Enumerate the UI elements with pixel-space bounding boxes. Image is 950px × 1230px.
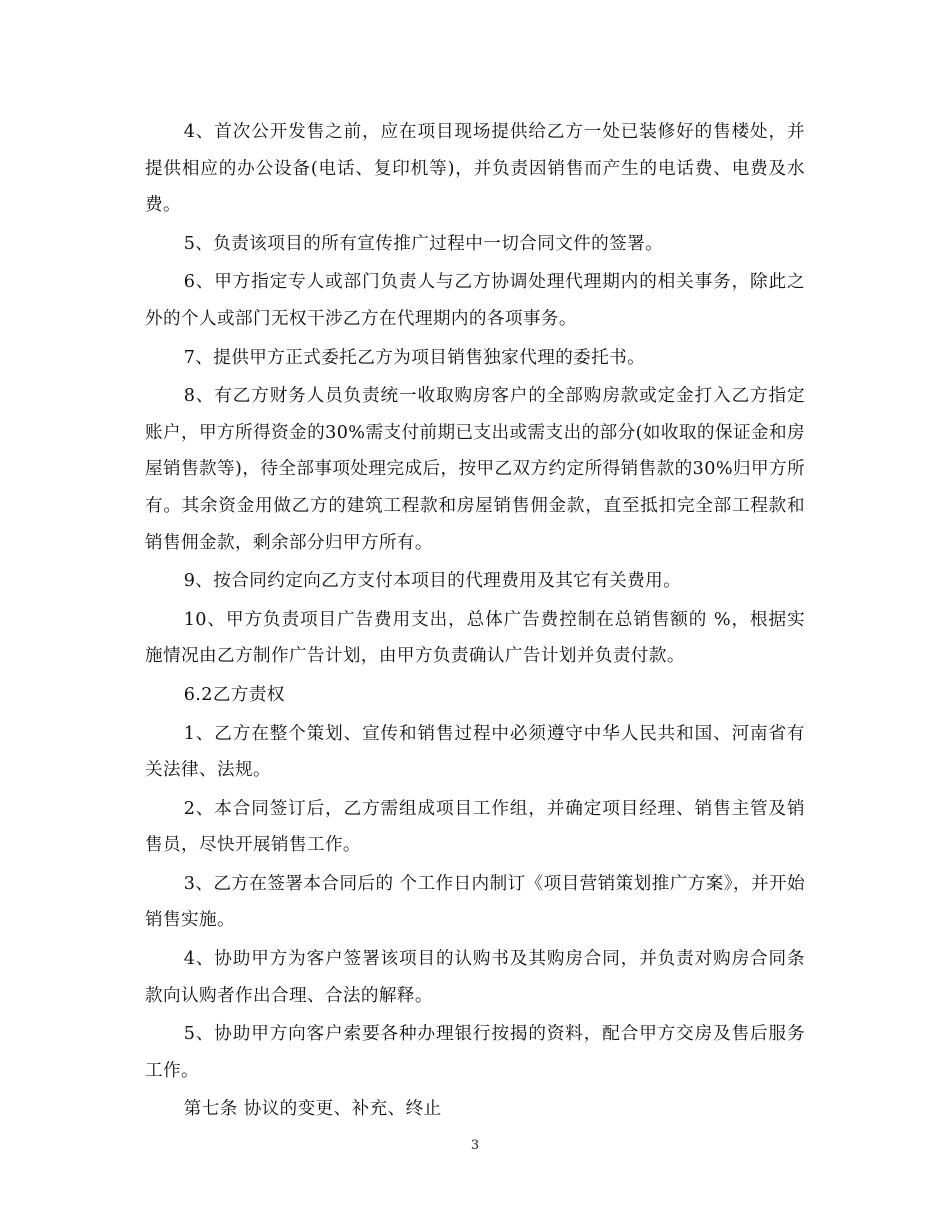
paragraph-party-b-3: 3、乙方在签署本合同后的 个工作日内制订《项目营销策划推广方案》，并开始销售实施。: [145, 873, 805, 931]
paragraph-clause-8: 8、有乙方财务人员负责统一收取购房客户的全部购房款或定金打入乙方指定账户，甲方所得资金的30%需支付前期已支出或需支出的部分(如收取的保证金和房屋销售款等)，待全部事项处理完成后，按甲乙双方约定所得销售款的30%归甲方所有。其余资金用做乙方的建筑工程款和房屋销售佣金款，直至抵扣完全部工程款和销售佣金款，剩余部分归甲方所有。: [145, 386, 805, 553]
paragraph-party-b-4: 4、协助甲方为客户签署该项目的认购书及其购房合同，并负责对购房合同条款向认购者作出合理、合法的解释。: [145, 949, 805, 1006]
document-body: [145, 114, 805, 1130]
paragraph-party-b-2: 2、本合同签订后，乙方需组成项目工作组，并确定项目经理、销售主管及销售员，尽快开展销售工作。: [145, 798, 805, 856]
paragraph-party-b-1: 1、乙方在整个策划、宣传和销售过程中必须遵守中华人民共和国、河南省有关法律、法规。: [145, 723, 805, 781]
paragraph-clause-6: 6、甲方指定专人或部门负责人与乙方协调处理代理期内的相关事务，除此之外的个人或部门无权干涉乙方在代理期内的各项事务。: [145, 272, 805, 329]
paragraph-clause-7: 7、提供甲方正式委托乙方为项目销售独家代理的委托书。: [183, 347, 646, 368]
page-number: 3: [470, 1138, 480, 1153]
paragraph-clause-5: 5、负责该项目的所有宣传推广过程中一切合同文件的签署。: [183, 233, 664, 254]
section-heading-6-2: 6.2乙方责权: [183, 684, 285, 705]
article-seven-heading: 第七条 协议的变更、补充、终止: [183, 1099, 442, 1120]
paragraph-clause-9: 9、按合同约定向乙方支付本项目的代理费用及其它有关费用。: [183, 571, 682, 592]
paragraph-party-b-5: 5、协助甲方向客户索要各种办理银行按揭的资料，配合甲方交房及售后服务工作。: [145, 1024, 805, 1081]
paragraph-clause-4: 4、首次公开发售之前，应在项目现场提供给乙方一处已装修好的售楼处，并提供相应的办公设备(电话、复印机等)，并负责因销售而产生的电话费、电费及水费。: [145, 122, 805, 216]
paragraph-clause-10: 10、甲方负责项目广告费用支出，总体广告费控制在总销售额的 %，根据实施情况由乙方制作广告计划，由甲方负责确认广告计划并负责付款。: [145, 609, 805, 667]
